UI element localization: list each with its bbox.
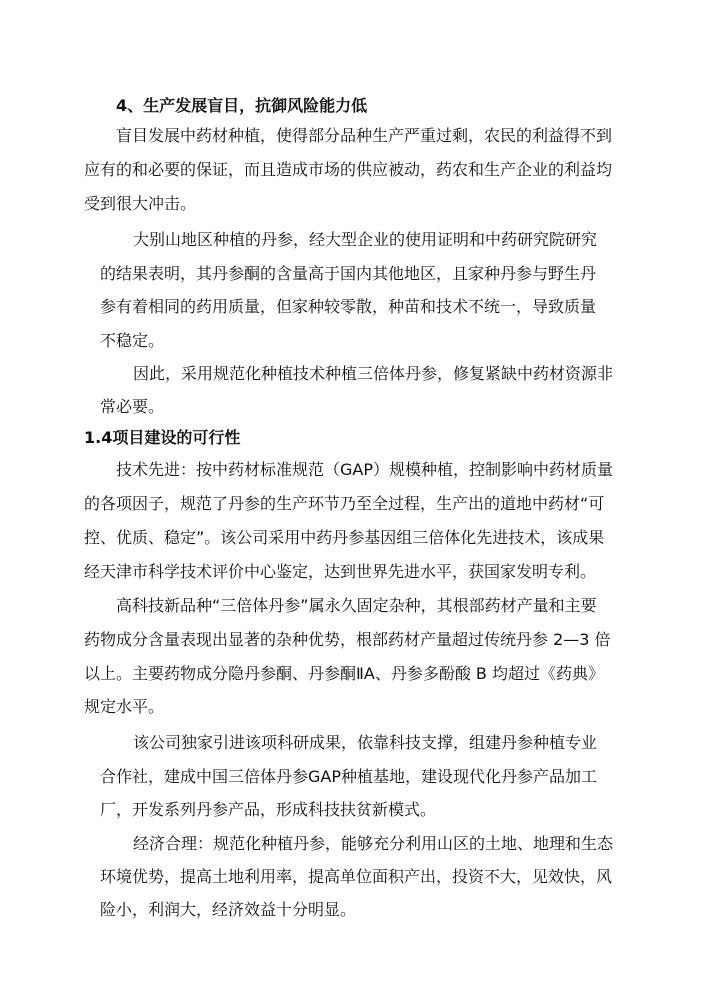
text-line: 险小，利润大，经济效益十分明显。 xyxy=(100,900,357,919)
text-line: 规定水平。 xyxy=(84,697,165,716)
text-line: 经天津市科学技术评价中心鉴定，达到世界先进水平，获国家发明专利。 xyxy=(84,562,597,581)
text-line: 以上。主要药物成分隐丹参酮、丹参酮ⅡA、丹参多酚酸 B 均超过《药典》 xyxy=(84,664,604,683)
section-heading-1-4: 1.4项目建设的可行性 xyxy=(84,428,241,447)
text-line: 经济合理：规范化种植丹参，能够充分利用山区的土地、地理和生态 xyxy=(133,834,614,853)
text-line: 厂，开发系列丹参产品，形成科技扶贫新模式。 xyxy=(100,800,437,819)
heading-4: 4、生产发展盲目，抗御风险能力低 xyxy=(116,96,368,115)
text-line: 高科技新品种“三倍体丹参”属永久固定杂种，其根部药材产量和主要 xyxy=(116,596,597,615)
text-line: 的各项因子，规范了丹参的生产环节乃至全过程，生产出的道地中药材“可 xyxy=(84,494,605,513)
text-line: 受到很大冲击。 xyxy=(84,194,197,213)
text-line: 盲目发展中药材种植，使得部分品种生产严重过剩，农民的利益得不到 xyxy=(116,126,613,145)
text-line: 技术先进：按中药材标准规范（GAP）规模种植，控制影响中药材质量 xyxy=(116,460,613,479)
text-line: 大别山地区种植的丹参，经大型企业的使用证明和中药研究院研究 xyxy=(133,230,598,249)
text-line: 因此，采用规范化种植技术种植三倍体丹参，修复紧缺中药材资源非 xyxy=(133,364,614,383)
text-line: 参有着相同的药用质量，但家种较零散，种苗和技术不统一，导致质量 xyxy=(100,297,597,316)
text-line: 的结果表明，其丹参酮的含量高于国内其他地区，且家种丹参与野生丹 xyxy=(100,264,597,283)
text-line: 环境优势，提高土地利用率，提高单位面积产出，投资不大，见效快，风 xyxy=(100,867,613,886)
text-line: 常必要。 xyxy=(100,397,165,416)
text-line: 合作社，建成中国三倍体丹参GAP种植基地，建设现代化丹参产品加工 xyxy=(100,767,597,786)
text-line: 药物成分含量表现出显著的杂种优势，根部药材产量超过传统丹参 2—3 倍 xyxy=(84,630,611,649)
text-line: 应有的和必要的保证，而且造成市场的供应被动，药农和生产企业的利益均 xyxy=(84,160,613,179)
text-line: 该公司独家引进该项科研成果，依靠科技支撑，组建丹参种植专业 xyxy=(133,733,598,752)
text-line: 控、优质、稳定”。该公司采用中药丹参基因组三倍体化先进技术，该成果 xyxy=(84,528,605,547)
text-line: 不稳定。 xyxy=(100,331,165,350)
